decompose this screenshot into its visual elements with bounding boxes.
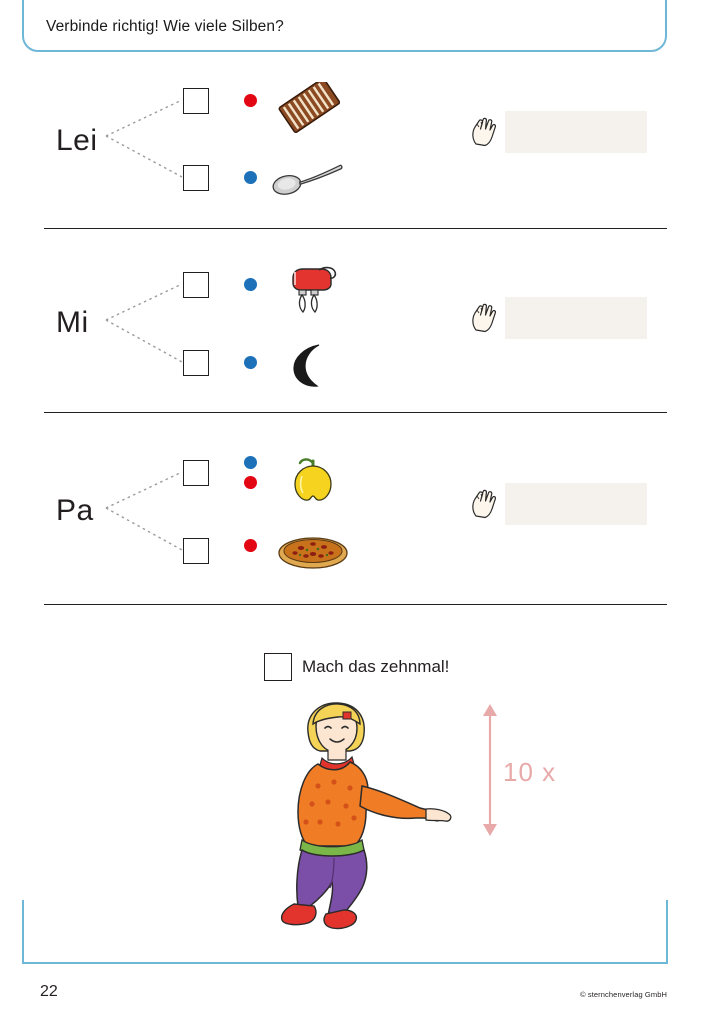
- writing-hand-icon-1: [466, 114, 502, 150]
- divider-1: [44, 228, 667, 229]
- repetition-count: 10 x: [503, 757, 557, 787]
- syllable-dot-2-bottom-1: [244, 356, 257, 369]
- syllable-label-1: Lei: [56, 124, 98, 157]
- exercise-row-2: [0, 250, 707, 400]
- connector-lines-2: [104, 250, 194, 400]
- moon-icon: [288, 342, 334, 390]
- exercise-row-1: [0, 70, 707, 215]
- xylophone-icon: [276, 82, 346, 134]
- checkbox-3-bottom[interactable]: [183, 538, 209, 564]
- writing-box-3[interactable]: [505, 483, 647, 525]
- hand-mixer-icon: [281, 258, 343, 320]
- bell-pepper-icon: [288, 450, 338, 506]
- footer-frame-right: [666, 900, 668, 964]
- page-number: 22: [40, 983, 58, 1000]
- checkbox-1-bottom[interactable]: [183, 165, 209, 191]
- syllable-dot-1-bottom-1: [244, 171, 257, 184]
- spoon-icon: [268, 160, 352, 196]
- task-checkbox[interactable]: [264, 653, 292, 681]
- footer-frame-left: [22, 900, 24, 964]
- writing-hand-icon-2: [466, 300, 502, 336]
- pizza-icon: [276, 530, 350, 572]
- child-squatting-illustration: [250, 694, 465, 934]
- page-title: Verbinde richtig! Wie viele Silben?: [46, 18, 284, 35]
- checkbox-2-bottom[interactable]: [183, 350, 209, 376]
- checkbox-1-top[interactable]: [183, 88, 209, 114]
- connector-lines-3: [104, 438, 194, 588]
- syllable-label-3: Pa: [56, 494, 94, 527]
- writing-hand-icon-3: [466, 486, 502, 522]
- syllable-label-2: Mi: [56, 306, 89, 339]
- divider-2: [44, 412, 667, 413]
- divider-3: [44, 604, 667, 605]
- syllable-dot-3-top-2: [244, 476, 257, 489]
- copyright-notice: © sternchenverlag GmbH: [580, 990, 667, 999]
- connector-lines-1: [104, 70, 194, 220]
- footer-divider: [22, 962, 668, 964]
- checkbox-2-top[interactable]: [183, 272, 209, 298]
- syllable-dot-1-top-1: [244, 94, 257, 107]
- syllable-dot-3-top-1: [244, 456, 257, 469]
- writing-box-1[interactable]: [505, 111, 647, 153]
- writing-box-2[interactable]: [505, 297, 647, 339]
- exercise-row-3: [0, 438, 707, 590]
- syllable-dot-3-bottom-1: [244, 539, 257, 552]
- checkbox-3-top[interactable]: [183, 460, 209, 486]
- syllable-dot-2-top-1: [244, 278, 257, 291]
- task-label: Mach das zehnmal!: [302, 657, 450, 676]
